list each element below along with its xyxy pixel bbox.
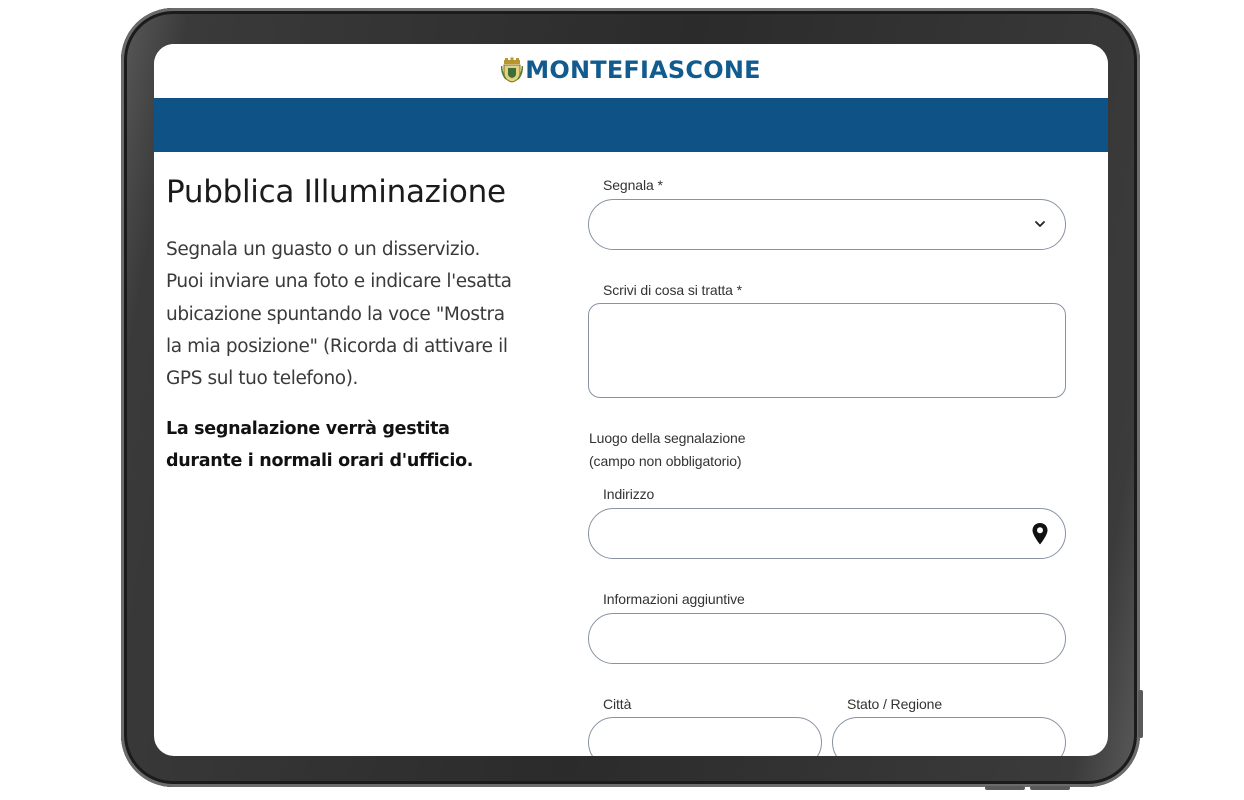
chevron-down-icon (1033, 217, 1047, 231)
info-label: Informazioni aggiuntive (603, 591, 745, 607)
citta-input[interactable] (588, 717, 822, 756)
stato-label: Stato / Regione (847, 696, 943, 712)
navigation-bar (154, 98, 1108, 152)
indirizzo-label: Indirizzo (603, 486, 655, 502)
map-pin-icon[interactable] (1031, 522, 1049, 546)
site-header (154, 44, 1108, 98)
page-title: Pubblica Illuminazione (166, 174, 506, 210)
tablet-volume-button (985, 786, 1025, 790)
stato-input[interactable] (832, 717, 1066, 756)
descrizione-textarea[interactable] (588, 303, 1066, 398)
page-description: Segnala un guasto o un disservizio. Puoi inviare una foto e indicare l'esatta ubicazione spuntando la voce "Mostra la mia posizione" (Ricorda di attivare il GPS sul tuo telefono). (166, 239, 512, 390)
segnala-select[interactable] (588, 199, 1066, 250)
tablet-side-button (1138, 690, 1143, 738)
segnala-label: Segnala * (603, 177, 663, 193)
brand-name: MONTEFIASCONE (525, 56, 761, 84)
indirizzo-input[interactable] (588, 508, 1066, 559)
tablet-volume-button (1030, 786, 1070, 790)
citta-label: Città (603, 696, 632, 712)
luogo-subtitle: (campo non obbligatorio) (589, 453, 742, 469)
brand-logo[interactable] (154, 54, 1108, 86)
descrizione-label: Scrivi di cosa si tratta * (603, 282, 742, 298)
intro-panel (166, 172, 516, 477)
tablet-screen (154, 44, 1108, 756)
luogo-title: Luogo della segnalazione (589, 430, 746, 446)
office-hours-note: La segnalazione verrà gestita durante i normali orari d'ufficio. (166, 419, 474, 472)
coat-of-arms-icon (501, 57, 523, 83)
info-input[interactable] (588, 613, 1066, 664)
